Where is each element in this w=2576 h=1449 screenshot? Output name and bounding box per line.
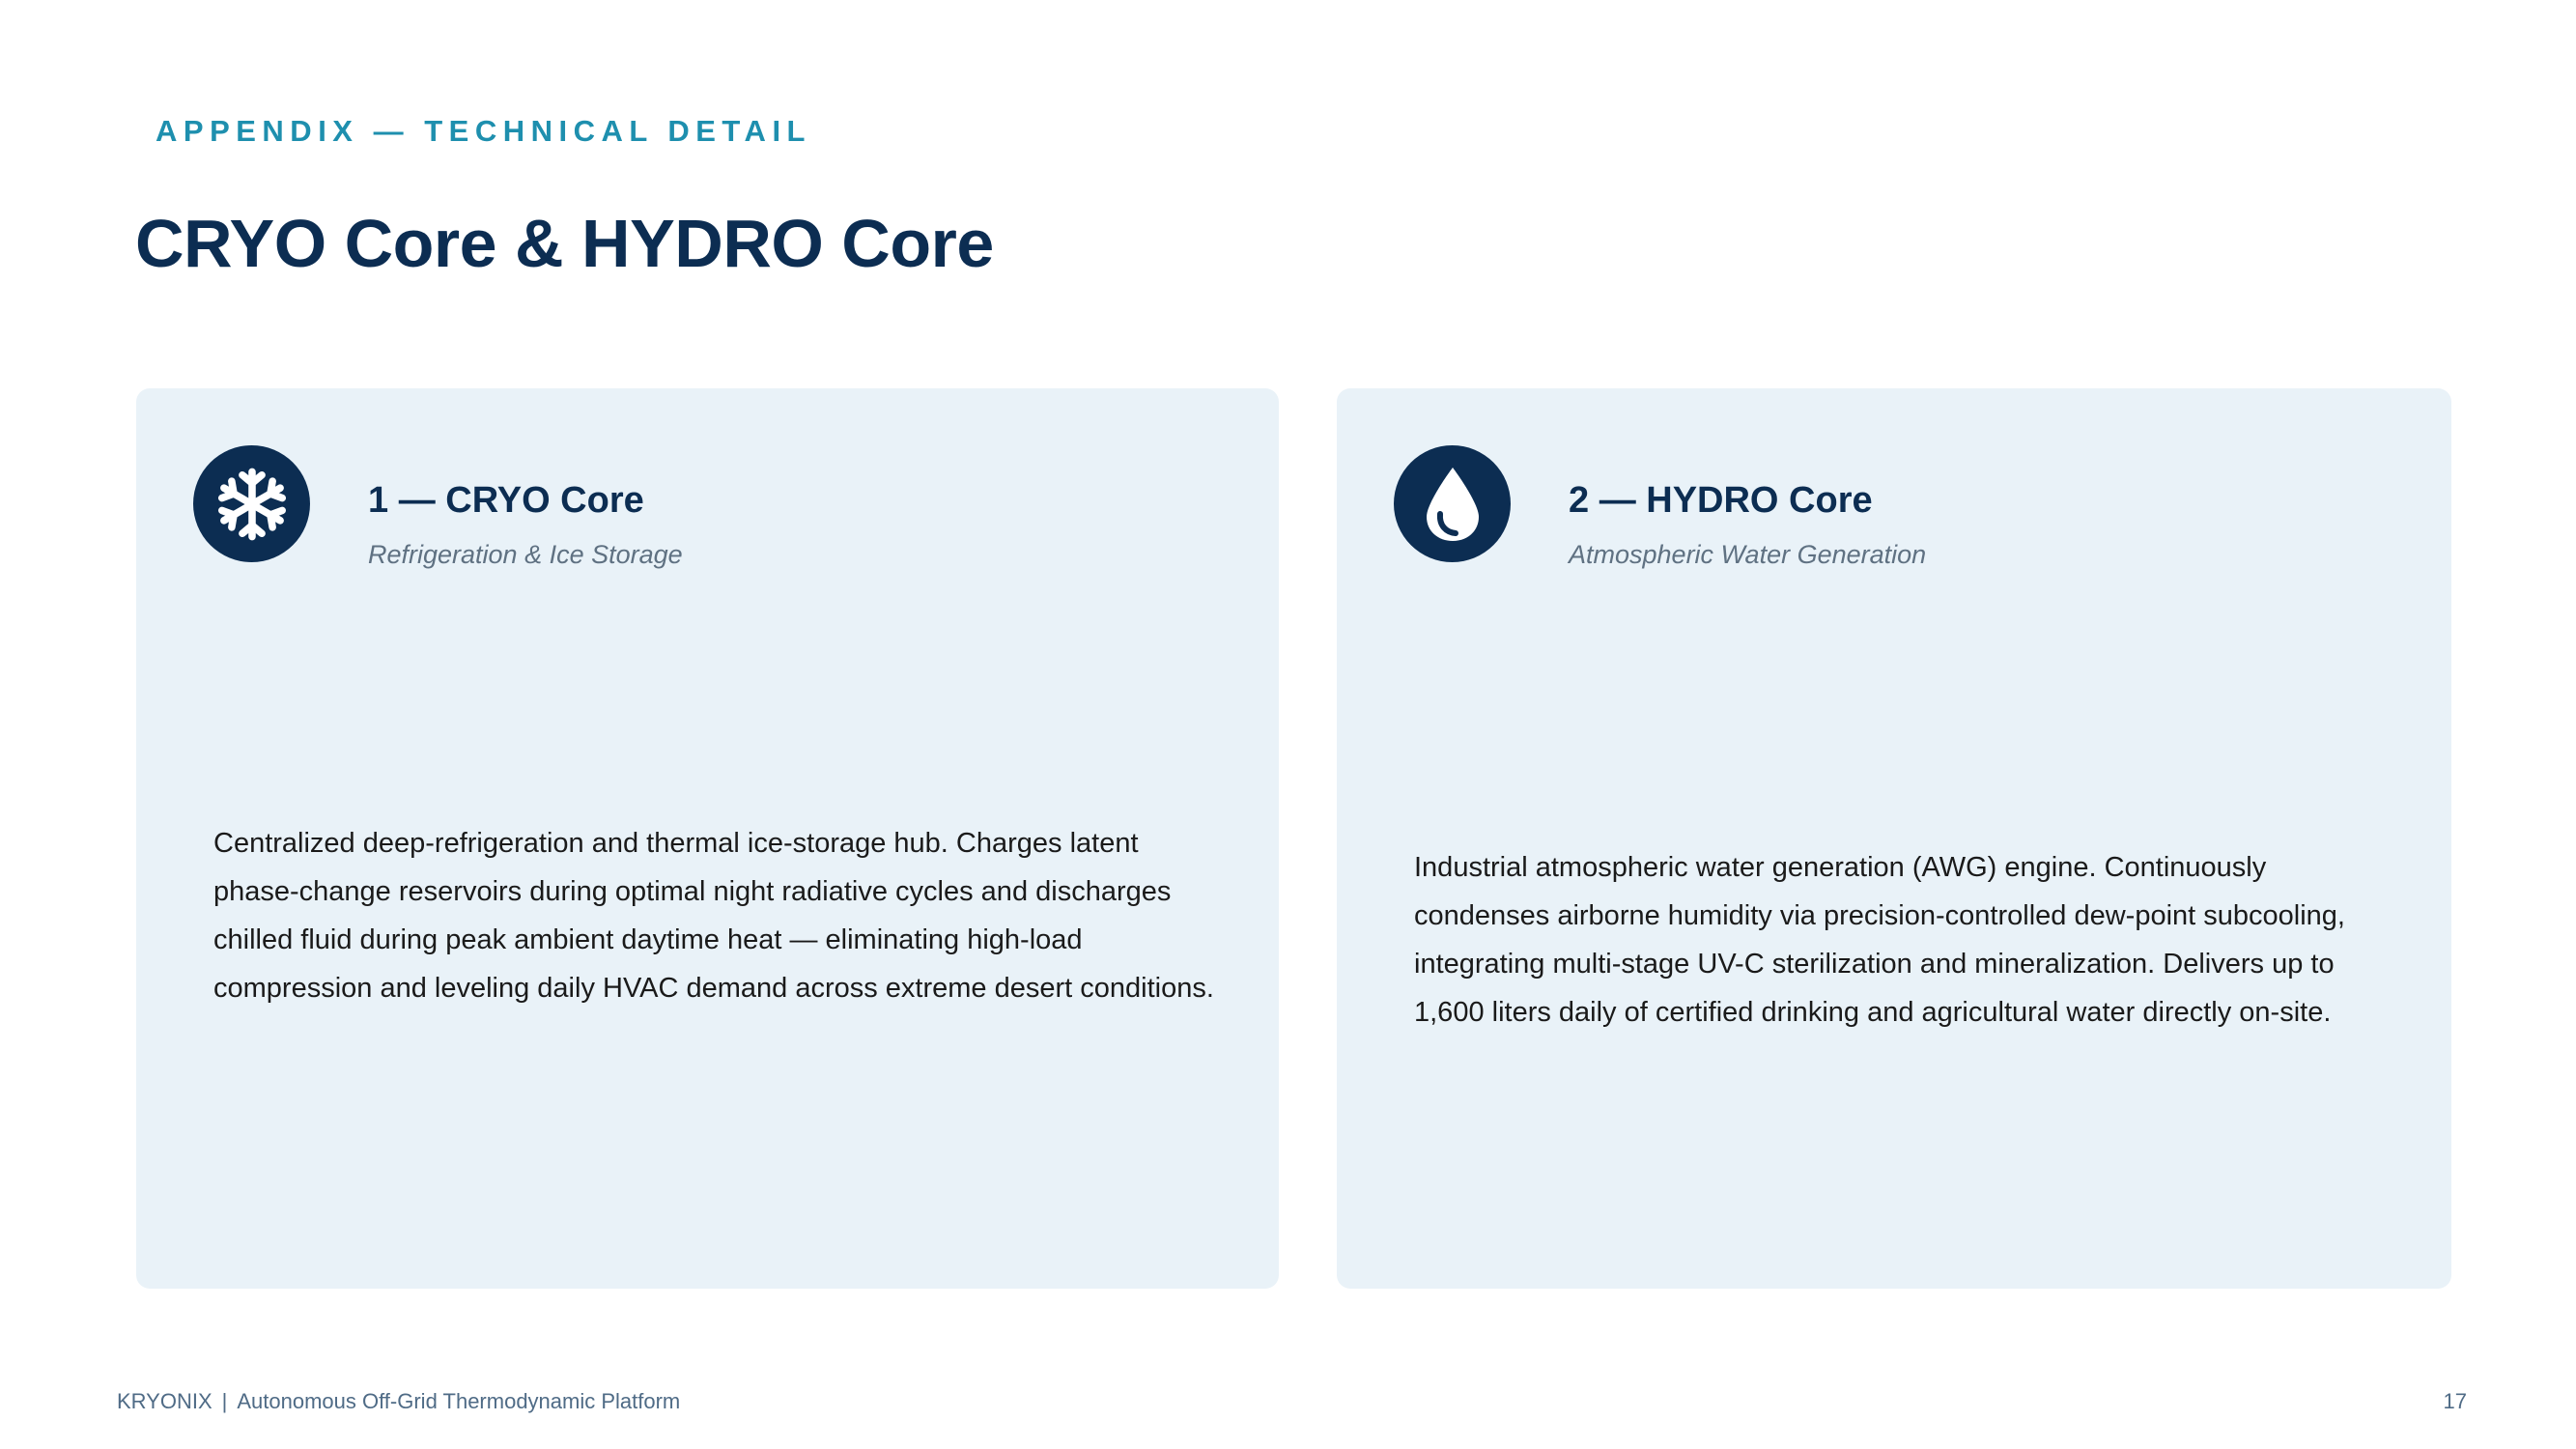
footer-separator: | xyxy=(221,1389,228,1413)
hydro-card-title: 2 — HYDRO Core xyxy=(1569,480,1873,521)
hydro-card-subtitle: Atmospheric Water Generation xyxy=(1569,540,1927,569)
hydro-core-card xyxy=(1337,388,2451,1289)
cryo-card-subtitle: Refrigeration & Ice Storage xyxy=(368,540,683,569)
cryo-core-card xyxy=(136,388,1279,1289)
cryo-card-description: Centralized deep-refrigeration and thermal ice-storage hub. Charges latent phase-change reservoirs during optimal night radiative cycles and discharges chilled fluid during peak ambient daytime heat — eliminating high-load compression and leveling daily HVAC demand across extreme desert conditions. xyxy=(213,828,1214,1004)
hydro-card-description: Industrial atmospheric water generation (AWG) engine. Continuously condenses airborne humidity via precision-controlled dew-point subcooling, integrating multi-stage UV-C sterilization and mineralization. Delivers up to 1,600 liters daily of certified drinking and agricultural water directly on-site. xyxy=(1414,852,2345,1028)
eyebrow-label: APPENDIX — TECHNICAL DETAIL xyxy=(156,114,811,148)
cryo-card-title: 1 — CRYO Core xyxy=(368,480,644,521)
footer-tagline: Autonomous Off-Grid Thermodynamic Platform xyxy=(237,1389,681,1413)
page-number: 17 xyxy=(2443,1389,2467,1413)
footer-brand: KRYONIX xyxy=(117,1389,212,1413)
water-drop-icon xyxy=(1394,445,1511,562)
page-title: CRYO Core & HYDRO Core xyxy=(135,206,994,281)
snowflake-icon xyxy=(193,445,310,562)
footer xyxy=(117,1389,680,1414)
